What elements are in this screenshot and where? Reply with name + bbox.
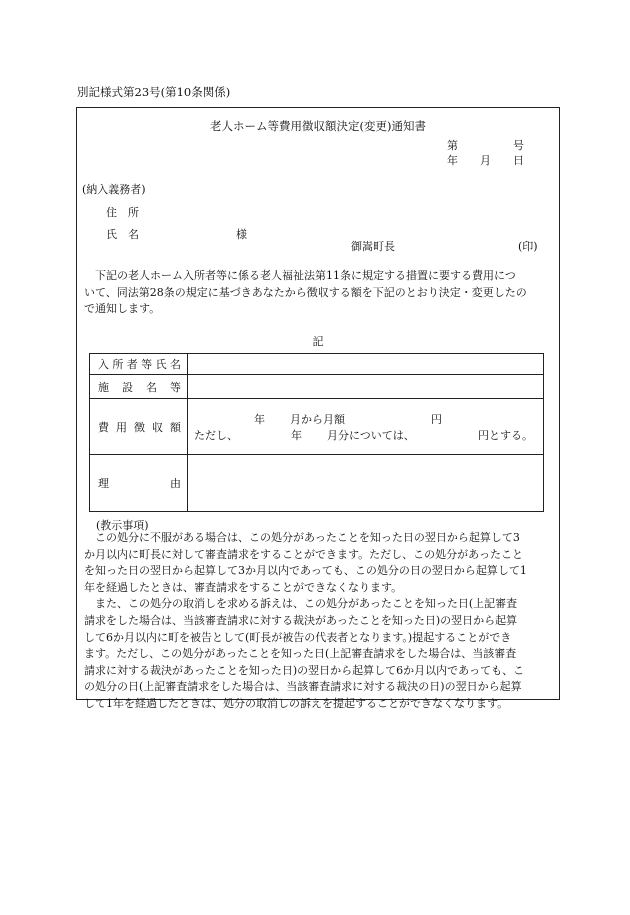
instruction-line: この処分に不服がある場合は、この処分があったことを知った日の翌日から起算して3 bbox=[84, 531, 520, 544]
form-number-label: 別記様式第23号(第10条関係) bbox=[77, 85, 231, 99]
fee-proviso-year: 年 bbox=[291, 429, 302, 442]
notice-body bbox=[84, 268, 554, 318]
notice-line: で通知します。 bbox=[84, 302, 161, 316]
fee-proviso-amount: 円とする。 bbox=[478, 429, 533, 442]
instruction-line: 年を経過したときは、審査請求をすることができなくなります。 bbox=[84, 580, 403, 594]
instruction-body bbox=[84, 530, 554, 713]
resident-name-value bbox=[188, 354, 544, 375]
honorific: 様 bbox=[236, 228, 247, 241]
label-char: 者 bbox=[126, 358, 138, 371]
fee-proviso: ただし、 bbox=[194, 429, 238, 442]
fee-label bbox=[90, 399, 188, 455]
facility-label bbox=[90, 375, 188, 399]
notice-line: 下記の老人ホーム入所者等に係る老人福祉法第11条に規定する措置に要する費用につ bbox=[84, 269, 516, 282]
notice-table bbox=[89, 353, 544, 512]
label-char: 用 bbox=[116, 420, 127, 434]
reason-label bbox=[90, 455, 188, 512]
fee-monthly-from: 月から月額 bbox=[290, 413, 345, 426]
document-date: 年 月 日 bbox=[447, 154, 524, 167]
fee-proviso-month: 月分については、 bbox=[327, 429, 415, 442]
label-char: 徴 bbox=[134, 420, 145, 434]
label-char: 氏 bbox=[155, 358, 167, 371]
seal-mark: (印) bbox=[518, 240, 538, 253]
instruction-line: か月以内に町長に対して審査請求をすることができます。ただし、この処分があったこと bbox=[84, 547, 524, 561]
label-char: 由 bbox=[170, 477, 181, 490]
instruction-heading: (教示事項) bbox=[96, 519, 149, 532]
instruction-line: 請求をした場合は、当該審査請求に対する裁決があったことを知った日)の翌日から起算 bbox=[84, 613, 518, 627]
table-row bbox=[90, 354, 544, 375]
table-row bbox=[90, 455, 544, 512]
instruction-line: して1年を経過したときは、処分の取消しの訴えを提起することができなくなります。 bbox=[84, 696, 509, 710]
recipient-heading: (納入義務者) bbox=[82, 183, 146, 196]
instruction-line: して6か月以内に町を被告として(町長が被告の代表者となります。)提起することができ bbox=[84, 630, 512, 644]
instruction-line: ます。ただし、この処分があったことを知った日(上記審査請求をした場合は、当該審査 bbox=[84, 647, 517, 661]
instruction-line: の処分の日(上記審査請求をした場合は、当該審査請求に対する裁決の日)の翌日から起算 bbox=[84, 680, 522, 694]
label-char: 名 bbox=[146, 380, 157, 394]
label-char: 額 bbox=[170, 420, 181, 434]
fee-value bbox=[188, 399, 544, 455]
table-row bbox=[90, 375, 544, 399]
name-label: 氏 名 bbox=[106, 228, 139, 241]
resident-name-label bbox=[90, 354, 188, 375]
label-char: 等 bbox=[170, 380, 181, 394]
label-char: 収 bbox=[152, 420, 163, 434]
document-number: 第 号 bbox=[447, 139, 524, 152]
label-char: 所 bbox=[112, 358, 124, 371]
label-char: 費 bbox=[98, 420, 109, 434]
label-char: 施 bbox=[98, 380, 109, 394]
document-title: 老人ホーム等費用徴収額決定(変更)通知書 bbox=[210, 119, 426, 133]
table-row bbox=[90, 399, 544, 455]
label-char: 等 bbox=[141, 358, 153, 371]
fee-year: 年 bbox=[254, 413, 265, 426]
fee-yen-unit: 円 bbox=[431, 413, 442, 426]
label-char: 理 bbox=[98, 477, 109, 490]
label-char: 入 bbox=[98, 358, 109, 371]
instruction-line: また、この処分の取消しを求める訴えは、この処分があったことを知った日(上記審査 bbox=[84, 597, 518, 611]
reason-value bbox=[188, 455, 544, 512]
address-label: 住 所 bbox=[106, 206, 139, 219]
facility-value bbox=[188, 375, 544, 399]
instruction-line: 請求に対する裁決があったことを知った日)の翌日から起算して6か月以内であっても、こ bbox=[84, 663, 525, 677]
notice-line: いて、同法第28条の規定に基づきあなたから徴収する額を下記のとおり決定・変更したの bbox=[84, 285, 527, 299]
label-char: 設 bbox=[122, 380, 133, 394]
label-char: 名 bbox=[169, 358, 181, 371]
issuer-name: 御嵩町長 bbox=[351, 240, 395, 253]
instruction-line: を知った日の翌日から起算して3か月以内であっても、この処分の日の翌日から起算して1 bbox=[84, 564, 527, 578]
ki-heading: 記 bbox=[312, 335, 324, 348]
